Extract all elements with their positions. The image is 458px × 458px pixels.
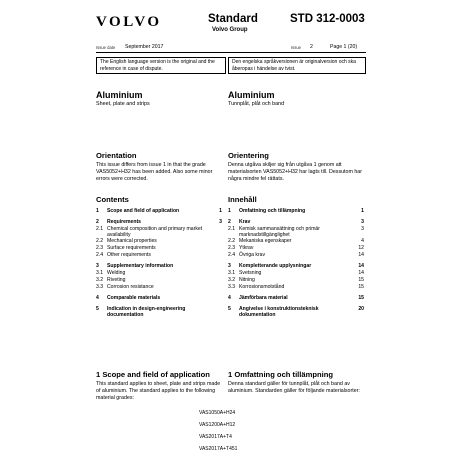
subtitle-en: Sheet, plate and strips: [96, 101, 150, 107]
toc-entry-number: 5: [228, 306, 231, 312]
volvo-logo: VOLVO: [96, 14, 162, 30]
toc-entry-title: Mechanical properties: [107, 238, 157, 244]
toc-entry-title: Kompletterande upplysningar: [239, 263, 312, 269]
toc-entry-number: 2.4: [96, 252, 104, 258]
toc-entry-number: 5: [96, 306, 99, 312]
toc-entry-page: 14: [358, 252, 364, 258]
toc-entry-number: 2.1: [96, 226, 104, 232]
scope-heading-en: 1 Scope and field of application: [96, 370, 210, 379]
swedish-notice-box: Den engelska språkversionen är originalversion och ska åberopas i händelse av tvist.: [228, 57, 366, 74]
page-indicator: Page 1 (20): [330, 44, 358, 50]
material-grade: VAS2017A+T451: [199, 446, 238, 452]
toc-entry-title: Krav: [239, 219, 251, 225]
toc-entry-number: 3: [228, 263, 231, 269]
contents-heading-en: Contents: [96, 195, 129, 204]
material-grade: VAS1200A+H12: [199, 422, 236, 428]
english-notice-box: The English language version is the original and the reference in case of dispute.: [96, 57, 226, 74]
orientation-heading-en: Orientation: [96, 151, 137, 160]
toc-entry-title: Svetsning: [239, 270, 262, 276]
toc-entry-number: 2.3: [96, 245, 104, 251]
toc-entry-page: 3: [361, 219, 364, 225]
toc-entry-title: Surface requirements: [107, 245, 156, 251]
toc-entry-number: 3: [96, 263, 99, 269]
toc-entry-number: 2: [228, 219, 231, 225]
toc-entry-page: 1: [361, 208, 364, 214]
standard-label: Standard: [208, 13, 258, 25]
toc-entry-title: Ytkrav: [239, 245, 254, 251]
toc-entry-number: 3.2: [228, 277, 236, 283]
issue-date-label: Issue date: [96, 45, 116, 50]
toc-entry-title: Mekaniska egenskaper: [239, 238, 292, 244]
toc-entry-number: 2.2: [96, 238, 104, 244]
toc-entry-page: 4: [361, 238, 364, 244]
toc-entry-number: 2.4: [228, 252, 236, 258]
subtitle-sv: Tunnplåt, plåt och band: [228, 101, 285, 107]
issue-date-value: September 2017: [125, 44, 164, 50]
toc-entry-number: 2.2: [228, 238, 236, 244]
orientation-text-sv: Denna utgåva skiljer sig från utgåva 1 genom att materialsorten VAS5052+H32 har lagts till. Dessutom har några mindre fel rättats.: [228, 162, 363, 182]
title-sv: Aluminium: [228, 90, 275, 100]
title-en: Aluminium: [96, 90, 143, 100]
table-of-contents-sv: [228, 208, 368, 358]
toc-entry-number: 3.2: [96, 277, 104, 283]
scope-text-en: This standard applies to sheet, plate and strips made of aluminium. The standard applies to the following material grades:: [96, 381, 221, 401]
toc-entry-number: 3.3: [228, 284, 236, 290]
toc-entry-title: Nitning: [239, 277, 255, 283]
toc-entry-page: 3: [219, 219, 222, 225]
scope-text-sv: Denna standard gäller för tunnplåt, plåt och band av aluminium. Standarden gäller för följande materialsorter:: [228, 381, 360, 394]
toc-entry-number: 1: [228, 208, 231, 214]
toc-entry-page: 15: [358, 277, 364, 283]
toc-entry-page: 12: [358, 245, 364, 251]
toc-entry-page: 14: [358, 263, 364, 269]
toc-entry-number: 1: [96, 208, 99, 214]
toc-entry-title: Angivelse i konstruktionsteknisk dokumentation: [239, 306, 319, 318]
toc-entry-page: 15: [358, 284, 364, 290]
material-grade: VAS1050A+H24: [199, 410, 236, 416]
toc-entry-title: Riveting: [107, 277, 126, 283]
toc-entry-title: Övriga krav: [239, 252, 266, 258]
toc-entry-number: 3.3: [96, 284, 104, 290]
toc-entry-number: 2: [96, 219, 99, 225]
material-grade: VAS2017A+T4: [199, 434, 232, 440]
toc-entry-title: Indication in design-engineering documentation: [107, 306, 186, 318]
toc-entry-page: 3: [361, 226, 364, 232]
contents-heading-sv: Innehåll: [228, 195, 257, 204]
toc-entry-title: Welding: [107, 270, 126, 276]
toc-entry-page: 15: [358, 295, 364, 301]
toc-entry-page: 1: [219, 208, 222, 214]
toc-entry-title: Kemisk sammansättning och primär marknadstillgänglighet: [239, 226, 320, 238]
toc-entry-title: Other requirements: [107, 252, 151, 258]
toc-entry-title: Scope and field of application: [107, 208, 180, 214]
toc-entry-number: 2.1: [228, 226, 236, 232]
table-of-contents-en: [96, 208, 226, 358]
issue-label: Issue: [291, 45, 302, 50]
toc-entry-title: Omfattning och tillämpning: [239, 208, 306, 214]
issue-number: 2: [310, 44, 313, 50]
toc-entry-page: 14: [358, 270, 364, 276]
document-number: STD 312-0003: [290, 13, 365, 25]
toc-entry-title: Comparable materials: [107, 295, 161, 301]
toc-entry-number: 3.1: [96, 270, 104, 276]
toc-entry-title: Chemical composition and primary market availability: [107, 226, 203, 238]
toc-entry-title: Jämförbara material: [239, 295, 288, 301]
scope-heading-sv: 1 Omfattning och tillämpning: [228, 370, 334, 379]
orientation-heading-sv: Orientering: [228, 151, 269, 160]
toc-entry-title: Requirements: [107, 219, 141, 225]
header-divider: [96, 52, 366, 53]
toc-entry-number: 2.3: [228, 245, 236, 251]
toc-entry-page: 20: [358, 306, 364, 312]
orientation-text-en: This issue differs from issue 1 in that the grade VAS5052+H32 has been added. Also some minor errors were corrected.: [96, 162, 213, 182]
toc-entry-title: Korrosionsmotstånd: [239, 284, 285, 290]
toc-entry-number: 3.1: [228, 270, 236, 276]
toc-entry-title: Corrosion resistance: [107, 284, 154, 290]
toc-entry-number: 4: [228, 295, 231, 301]
toc-entry-title: Supplementary information: [107, 263, 174, 269]
group-label: Volvo Group: [212, 27, 248, 33]
toc-entry-number: 4: [96, 295, 99, 301]
